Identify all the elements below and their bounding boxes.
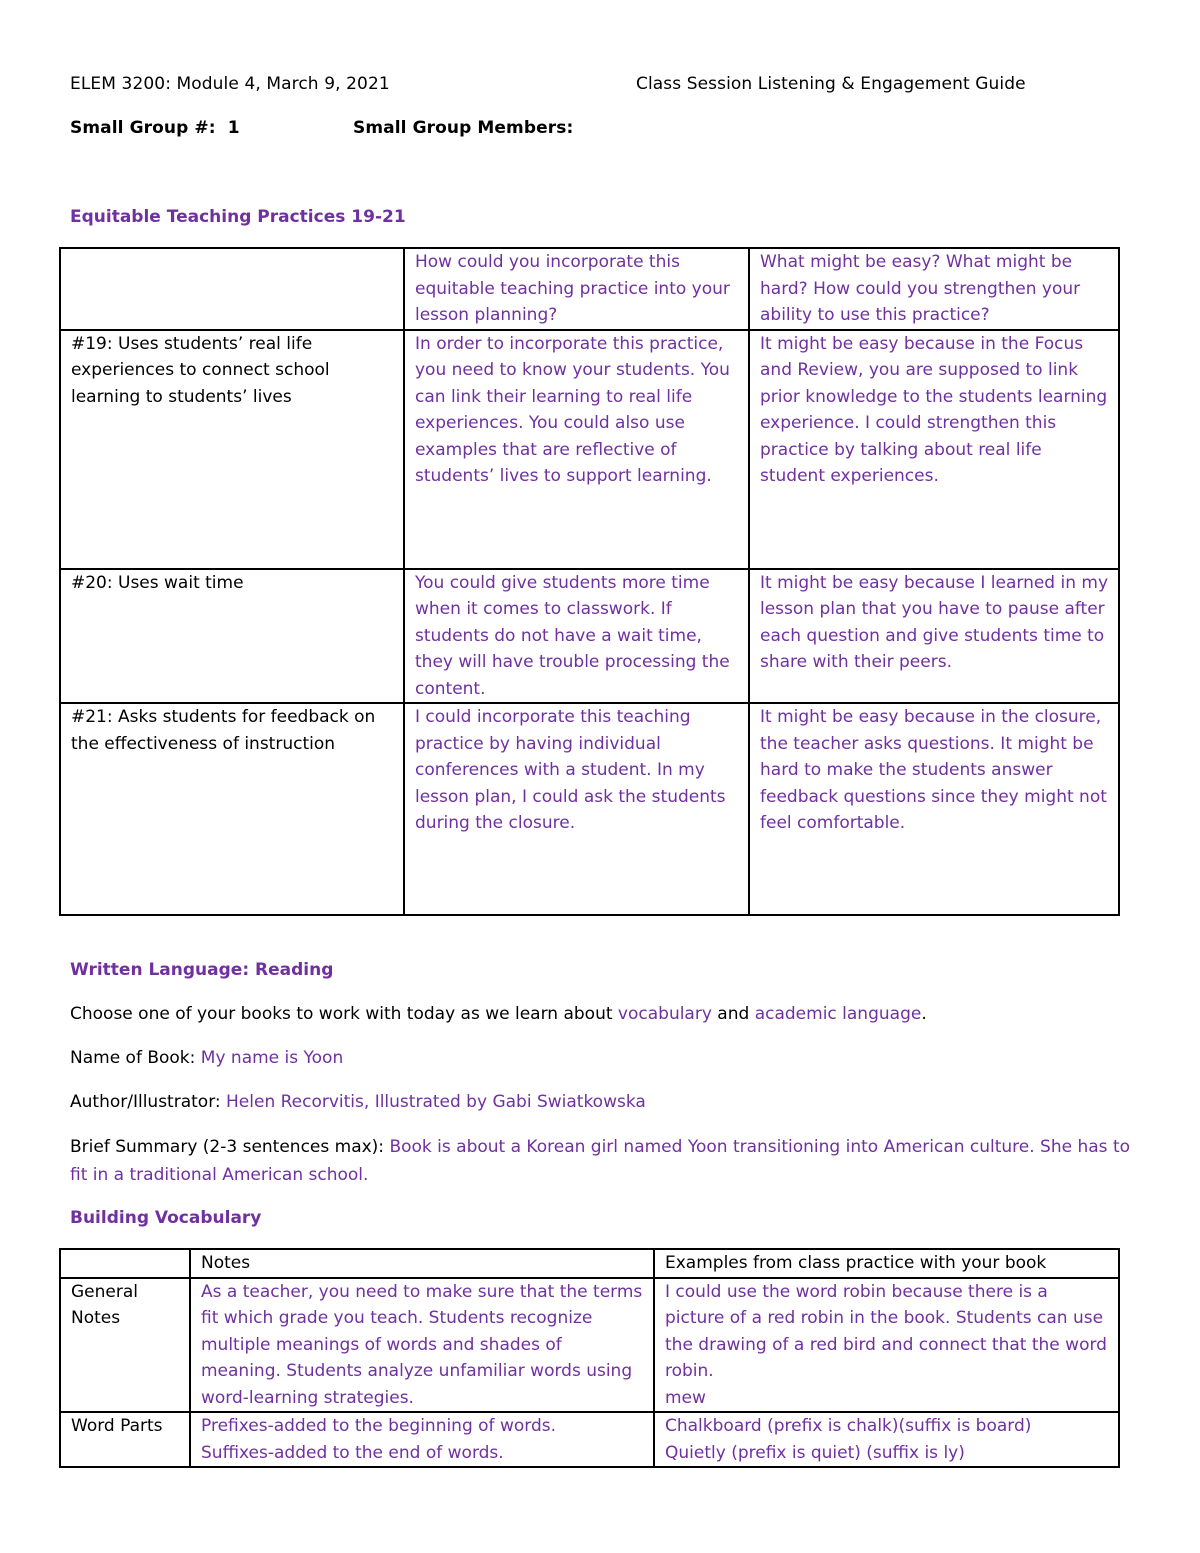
intro-mid: and: [711, 1004, 755, 1024]
header-cell-empty: [60, 248, 404, 330]
examples-line: mew: [665, 1387, 706, 1408]
examples-cell: [654, 1278, 1119, 1413]
practice-cell: #20: Uses wait time: [60, 569, 404, 704]
book-name-row: [70, 1044, 1140, 1072]
members-label: Small Group Members:: [353, 118, 574, 138]
intro-prefix: Choose one of your books to work with today as we learn about: [70, 1004, 618, 1024]
intro-term-academic-language: academic language: [754, 1004, 922, 1024]
vocabulary-table: [59, 1248, 1120, 1468]
group-label: Small Group #:: [70, 118, 216, 138]
group-number: 1: [227, 118, 240, 138]
equitable-section-title: Equitable Teaching Practices 19-21: [70, 207, 406, 227]
examples-line: Chalkboard (prefix is chalk)(suffix is board): [665, 1416, 1032, 1436]
row-label-cell: General Notes: [60, 1278, 190, 1413]
guide-title: Class Session Listening & Engagement Guide: [636, 74, 1026, 94]
examples-line: Quietly (prefix is quiet) (suffix is ly): [665, 1442, 965, 1463]
notes-cell: As a teacher, you need to make sure that the terms fit which grade you teach. Students recognize multiple meanings of words and shades of meaning. Students analyze unfamiliar words using word-learning strategies.: [190, 1278, 654, 1413]
table-row: [60, 1278, 1119, 1413]
group-number-row: [70, 118, 240, 138]
summary-row: [70, 1133, 1135, 1189]
author-row: [70, 1088, 1140, 1116]
header-cell-easy-hard: What might be easy? What might be hard? How could you strengthen your ability to use this practice?: [749, 248, 1119, 330]
practice-cell: #19: Uses students’ real life experiences to connect school learning to students’ lives: [60, 330, 404, 569]
incorporate-cell: In order to incorporate this practice, you need to know your students. You can link their learning to real life experiences. You could also use examples that are reflective of students’ lives to support learning.: [404, 330, 749, 569]
header-cell-incorporate: How could you incorporate this equitable teaching practice into your lesson planning?: [404, 248, 749, 330]
equitable-practices-table: [59, 247, 1120, 916]
table-row: [60, 703, 1119, 915]
notes-line: Suffixes-added to the end of words.: [201, 1442, 504, 1463]
vocab-section-title: Building Vocabulary: [70, 1208, 262, 1228]
course-header: ELEM 3200: Module 4, March 9, 2021: [70, 74, 390, 94]
examples-line: I could use the word robin because there is a picture of a red robin in the book. Students can use the drawing of a red bird and connect that the word robin.: [665, 1281, 1107, 1381]
header-cell-empty: [60, 1249, 190, 1278]
table-header-row: [60, 248, 1119, 330]
reading-intro: [70, 1000, 1140, 1028]
table-row: [60, 1412, 1119, 1467]
incorporate-cell: I could incorporate this teaching practice by having individual conferences with a student. In my lesson plan, I could ask the students during the closure.: [404, 703, 749, 915]
easy-hard-cell: It might be easy because I learned in my lesson plan that you have to pause after each question and give students time to share with their peers.: [749, 569, 1119, 704]
easy-hard-cell: It might be easy because in the Focus and Review, you are supposed to link prior knowledge to the students learning experience. I could strengthen this practice by talking about real life student experiences.: [749, 330, 1119, 569]
easy-hard-cell: It might be easy because in the closure, the teacher asks questions. It might be hard to make the students answer feedback questions since they might not feel comfortable.: [749, 703, 1119, 915]
table-header-row: [60, 1249, 1119, 1278]
reading-section-title: Written Language: Reading: [70, 960, 334, 980]
intro-end: .: [921, 1004, 927, 1024]
intro-term-vocabulary: vocabulary: [617, 1004, 712, 1024]
practice-cell: #21: Asks students for feedback on the effectiveness of instruction: [60, 703, 404, 915]
header-cell-notes: Notes: [190, 1249, 654, 1278]
row-label-cell: Word Parts: [60, 1412, 190, 1467]
book-label: Name of Book:: [70, 1048, 201, 1068]
summary-label: Brief Summary (2-3 sentences max):: [70, 1137, 390, 1157]
incorporate-cell: You could give students more time when it comes to classwork. If students do not have a wait time, they will have trouble processing the content.: [404, 569, 749, 704]
notes-line: Prefixes-added to the beginning of words.: [201, 1416, 556, 1436]
notes-cell: [190, 1412, 654, 1467]
summary-value: Book is about a Korean girl named Yoon transitioning into American culture. She has to fit in a traditional American school.: [70, 1137, 1131, 1185]
table-row: [60, 569, 1119, 704]
table-row: [60, 330, 1119, 569]
author-label: Author/Illustrator:: [70, 1092, 227, 1112]
header-cell-examples: Examples from class practice with your book: [654, 1249, 1119, 1278]
book-value: My name is Yoon: [200, 1048, 344, 1068]
examples-cell: [654, 1412, 1119, 1467]
author-value: Helen Recorvitis, Illustrated by Gabi Swiatkowska: [226, 1092, 646, 1112]
